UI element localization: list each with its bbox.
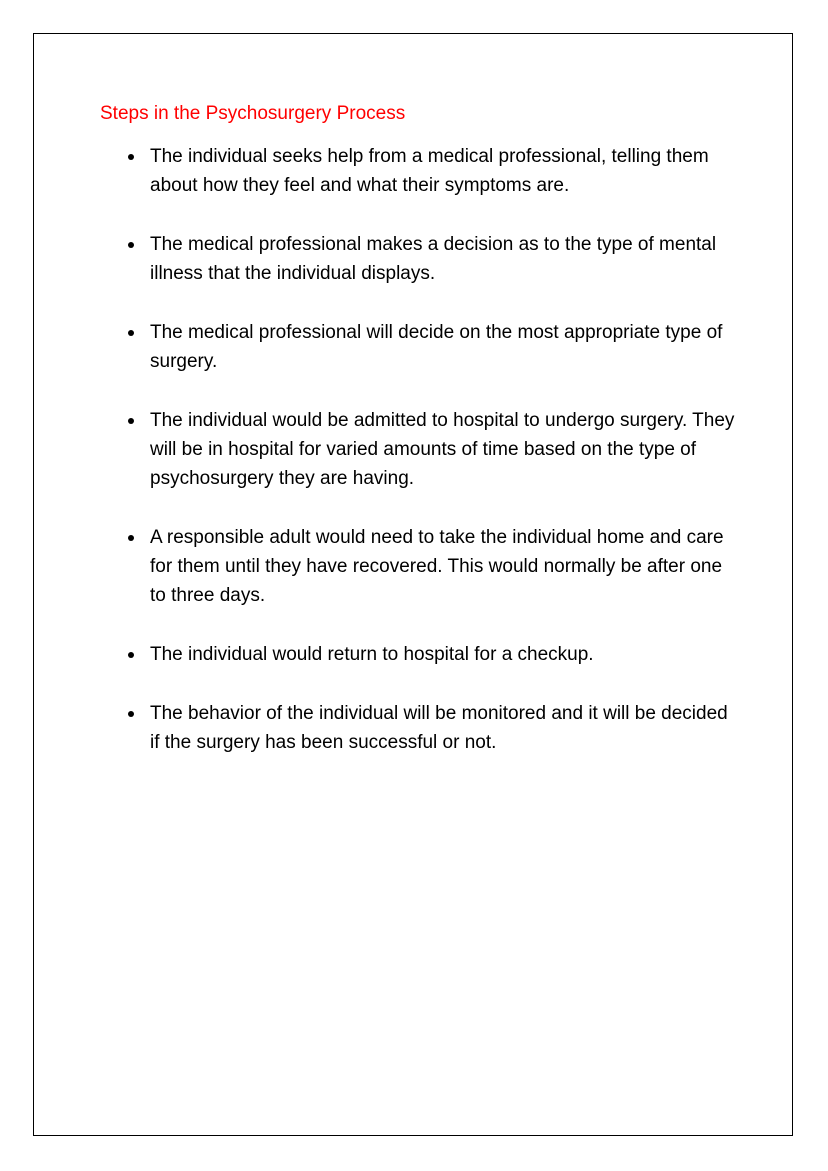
bullet-icon (128, 652, 134, 658)
bullet-icon (128, 330, 134, 336)
step-item (150, 142, 740, 200)
bullet-icon (128, 535, 134, 541)
document-page (33, 33, 793, 1136)
steps-list (150, 142, 740, 787)
step-text: The individual seeks help from a medical professional, telling them about how they feel and what their symptoms are. (150, 146, 709, 196)
step-item (150, 318, 740, 376)
step-item (150, 640, 740, 669)
bullet-icon (128, 154, 134, 160)
step-text: The medical professional will decide on the most appropriate type of surgery. (150, 322, 723, 372)
step-text: The behavior of the individual will be monitored and it will be decided if the surgery has been successful or not. (150, 703, 728, 753)
step-item (150, 699, 740, 757)
step-text: A responsible adult would need to take the individual home and care for them until they have recovered. This would normally be after one to three days. (150, 527, 724, 606)
bullet-icon (128, 242, 134, 248)
step-item (150, 230, 740, 288)
step-item (150, 406, 740, 493)
bullet-icon (128, 711, 134, 717)
step-text: The medical professional makes a decision as to the type of mental illness that the individual displays. (150, 234, 717, 284)
step-text: The individual would be admitted to hospital to undergo surgery. They will be in hospital for varied amounts of time based on the type of psychosurgery they are having. (150, 410, 735, 489)
section-heading: Steps in the Psychosurgery Process (100, 103, 406, 124)
step-item (150, 523, 740, 610)
bullet-icon (128, 418, 134, 424)
step-text: The individual would return to hospital for a checkup. (150, 644, 594, 665)
